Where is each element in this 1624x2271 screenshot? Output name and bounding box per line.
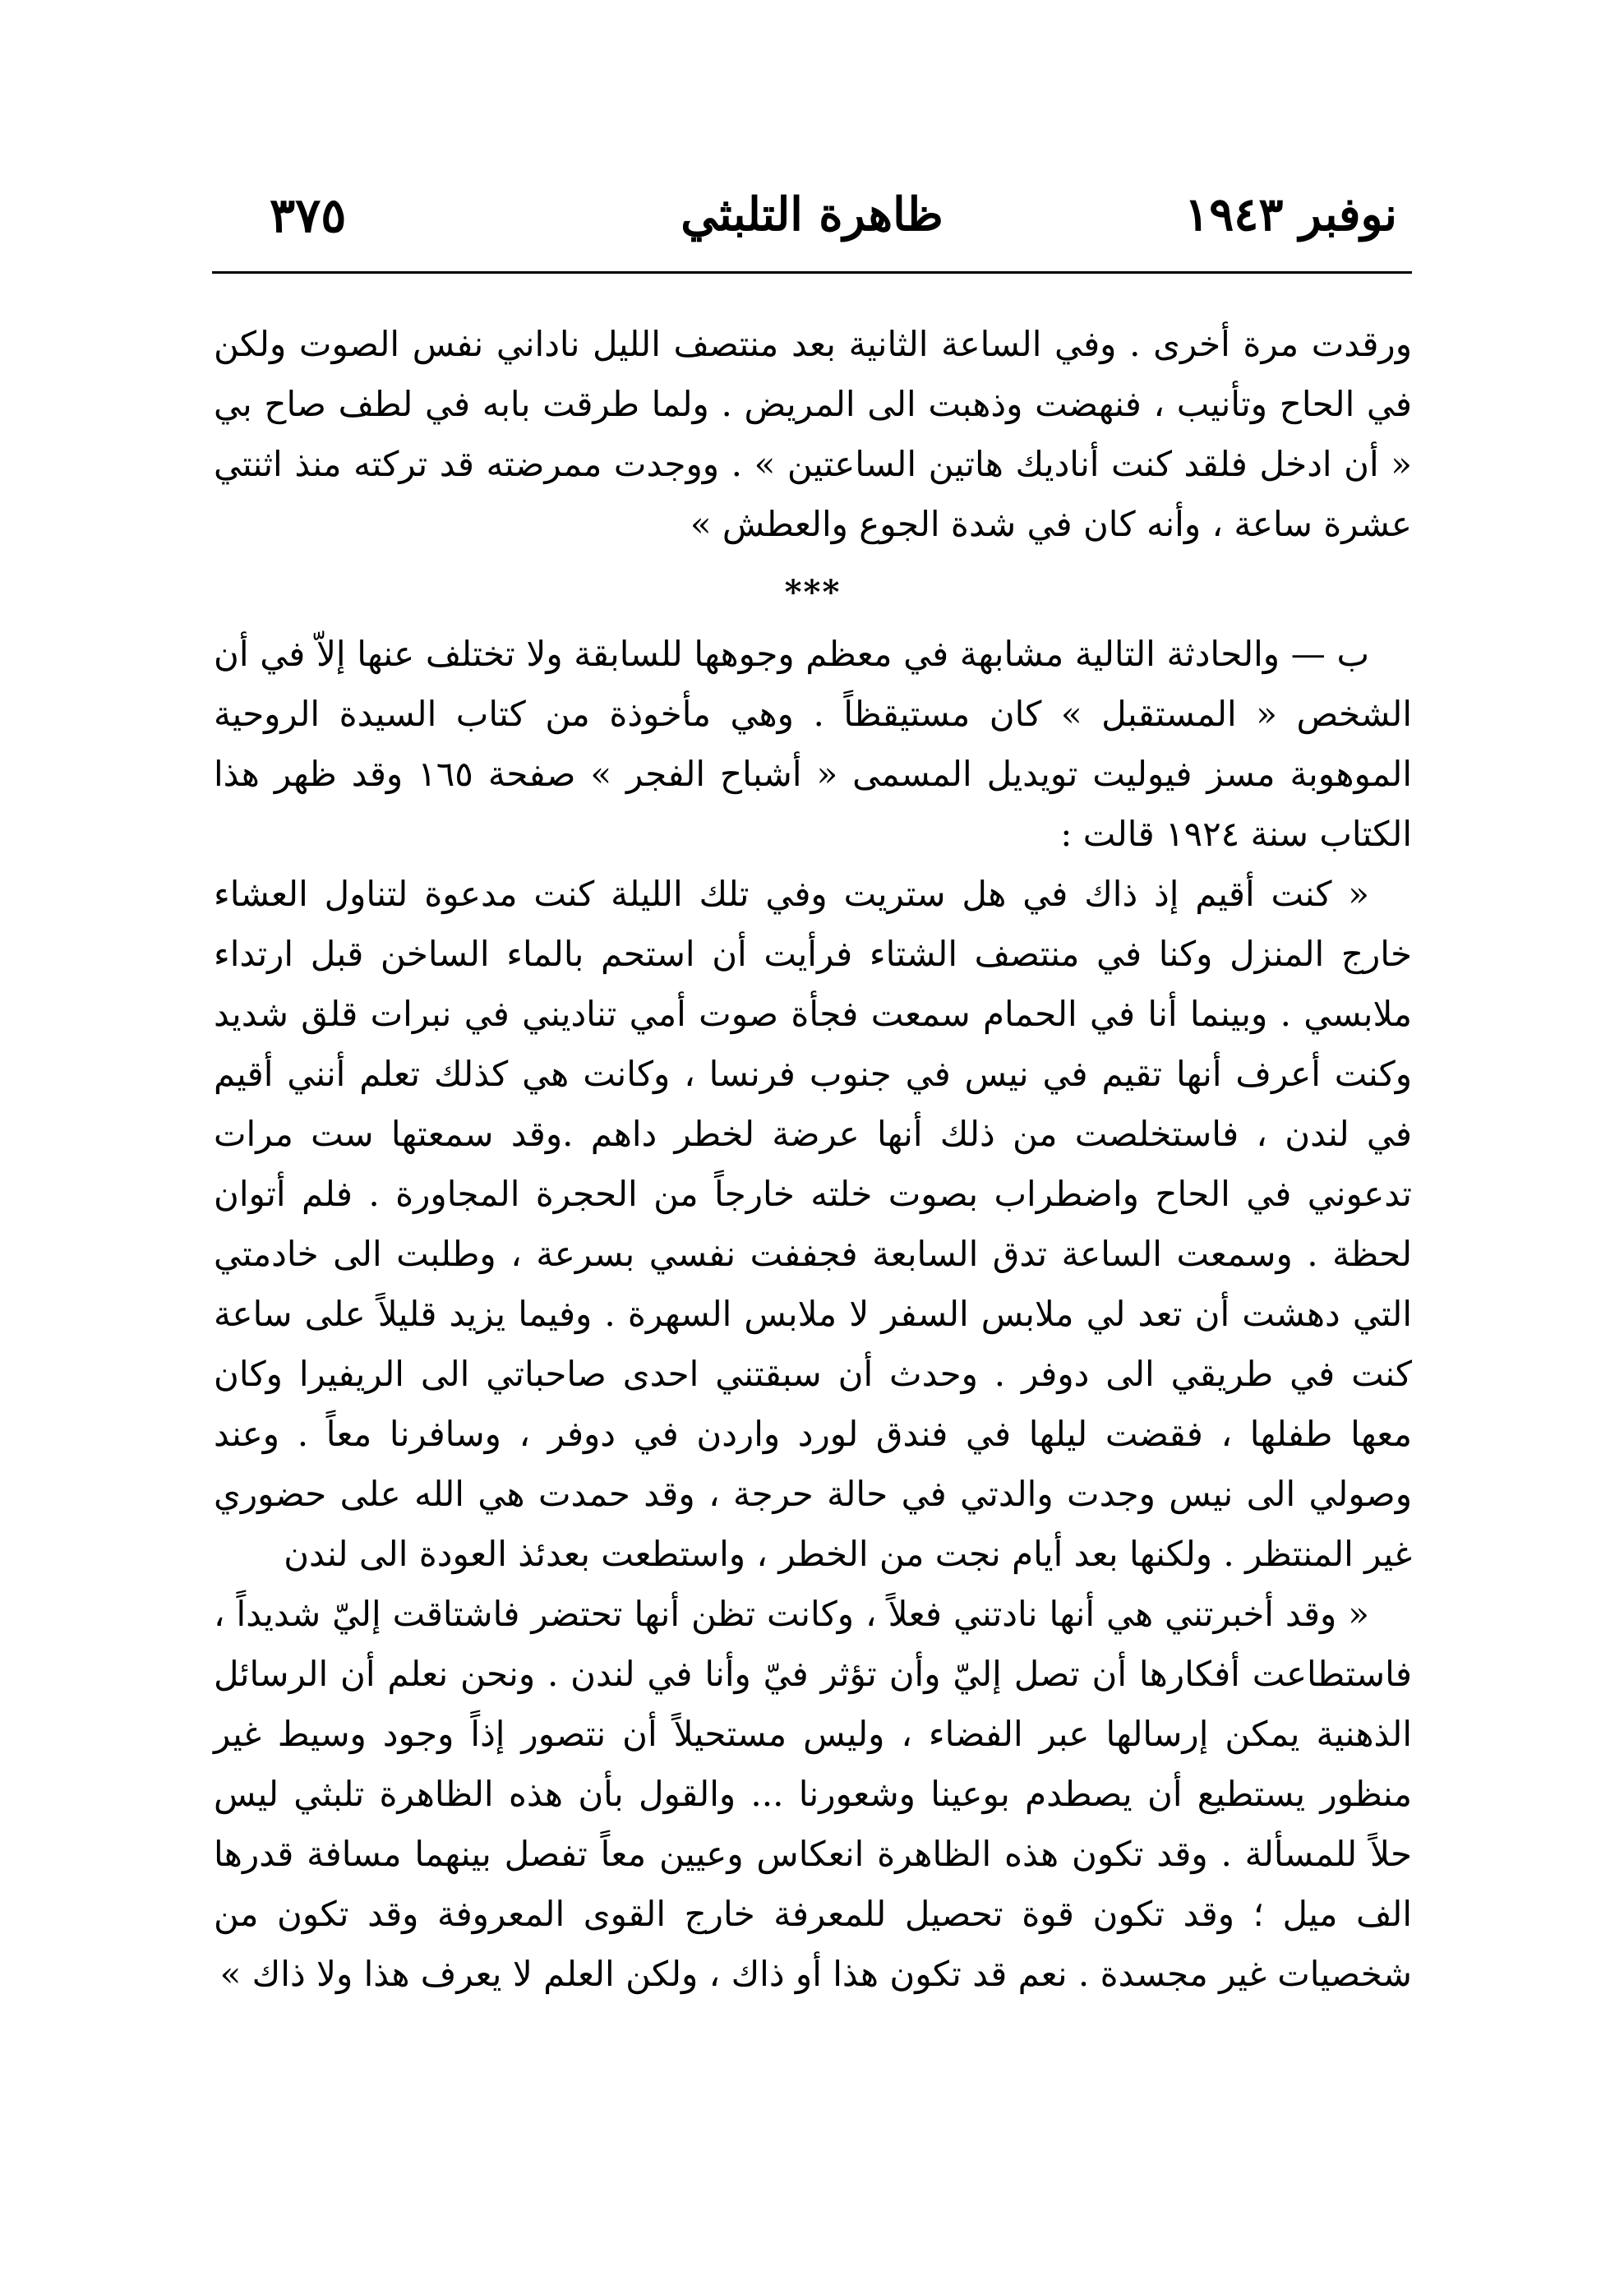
paragraph-2: ب — والحادثة التالية مشابهة في معظم وجوهها للسابقة ولا تختلف عنها إلاّ في أن الشخص « المستقبل » كان مستيقظاً . وهي مأخوذة من كتاب السيدة الروحية الموهوبة مسز فيوليت تويديل المسمى « أشباح الفجر » صفحة ١٦٥ وقد ظهر هذا الكتاب سنة ١٩٢٤ قالت : xyxy=(214,634,1413,854)
running-title: ظاهرة التلبثي xyxy=(681,187,943,242)
paragraph-3: « كنت أقيم إذ ذاك في هل ستريت وفي تلك الليلة كنت مدعوة لتناول العشاء خارج المنزل وكنا في منتصف الشتاء فرأيت أن استحم بالماء الساخن قبل ارتداء ملابسي . وبينما أنا في الحمام سمعت فجأة صوت أمي تناديني في نبرات قلق شديد وكنت أعرف أنها تقيم في نيس في جنوب فرنسا ، وكانت هي كذلك تعلم أنني أقيم في لندن ، فاستخلصت من ذلك أنها عرضة لخطر داهم .وقد سمعتها ست مرات تدعوني في الحاح واضطراب بصوت خلته خارجاً من الحجرة المجاورة . فلم أتوان لحظة . وسمعت الساعة تدق السابعة فجففت نفسي بسرعة ، وطلبت الى خادمتي التي دهشت أن تعد لي ملابس السفر لا ملابس السهرة . وفيما يزيد قليلاً على ساعة كنت في طريقي الى دوفر . وحدث أن سبقتني احدى صاحباتي الى الريفيرا وكان معها طفلها ، فقضت ليلها في فندق لورد واردن في دوفر ، وسافرنا معاً . وعند وصولي الى نيس وجدت والدتي في حالة حرجة ، وقد حمدت هي الله على حضوري غير المنتظر . ولكنها بعد أيام نجت من الخطر ، واستطعت بعدئذ العودة الى لندن xyxy=(214,874,1412,1574)
section-separator: *** xyxy=(784,573,842,612)
issue-date: نوفبر ١٩٤٣ xyxy=(1184,187,1397,242)
paragraph-1: ورقدت مرة أخرى . وفي الساعة الثانية بعد منتصف الليل ناداني نفس الصوت ولكن في الحاح وتأنيب ، فنهضت وذهبت الى المريض . ولما طرقت بابه في لطف صاح بي « أن ادخل فلقد كنت أناديك هاتين الساعتين » . ووجدت ممرضته قد تركته منذ اثنتي عشرة ساعة ، وأنه كان في شدة الجوع والعطش » xyxy=(214,324,1412,544)
header-divider xyxy=(212,271,1412,274)
page-number: ٣٧٥ xyxy=(270,187,347,243)
paragraph-4: « وقد أخبرتني هي أنها نادتني فعلاً ، وكانت تظن أنها تحتضر فاشتاقت إليّ شديداً ، فاستطاعت أفكارها أن تصل إليّ وأن تؤثر فيّ وأنا في لندن . ونحن نعلم أن الرسائل الذهنية يمكن إرسالها عبر الفضاء ، وليس مستحيلاً أن نتصور إذاً وجود وسيط غير منظور يستطيع أن يصطدم بوعينا وشعورنا ... والقول بأن هذه الظاهرة تلبثي ليس حلاً للمسألة . وقد تكون هذه الظاهرة انعكاس وعيين معاً تفصل بينهما مسافة قدرها الف ميل ؛ وقد تكون قوة تحصيل للمعرفة خارج القوى المعروفة وقد تكون من شخصيات غير مجسدة . نعم قد تكون هذا أو ذاك ، ولكن العلم لا يعرف هذا ولا ذاك » xyxy=(214,1594,1412,1994)
running-header xyxy=(212,187,1412,253)
article-body xyxy=(214,314,1412,2004)
